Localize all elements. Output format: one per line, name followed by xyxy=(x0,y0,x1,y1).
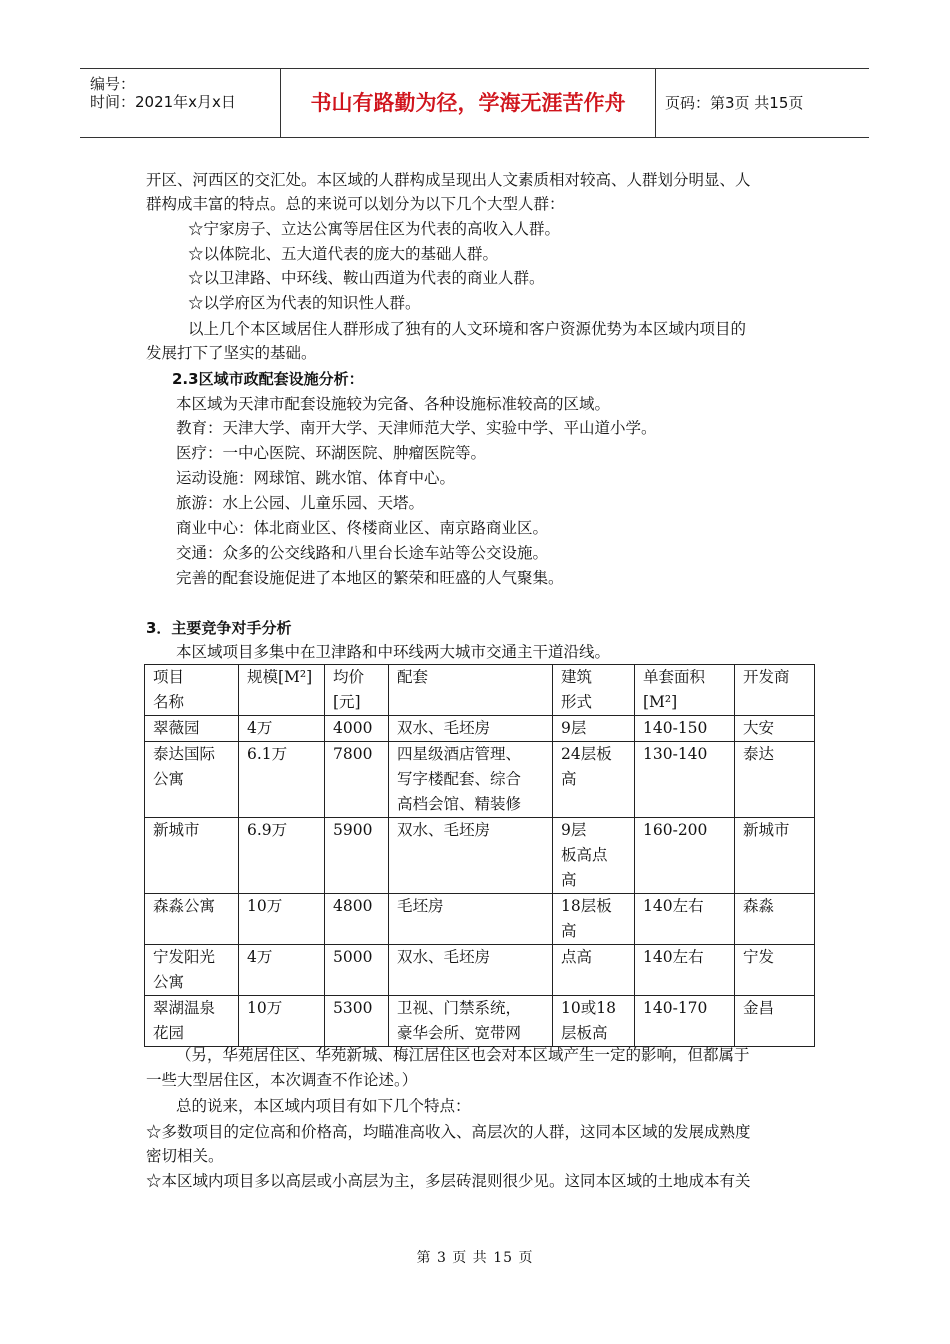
table-row xyxy=(145,818,815,894)
paragraph-line: 发展打下了坚实的基础。 xyxy=(146,344,317,362)
table-cell: 卫视、门禁系统， 豪华会所、宽带网 xyxy=(389,996,553,1047)
date-label: 时间：2021年x月x日 xyxy=(90,93,236,111)
section-line: 旅游：水上公园、儿童乐园、天塔。 xyxy=(176,494,425,512)
section-line: 商业中心：体北商业区、佟楼商业区、南京路商业区。 xyxy=(176,519,549,537)
table-header-cell: 配套 xyxy=(389,665,553,716)
table-cell: 5000 xyxy=(325,945,389,996)
table-cell: 翠薇园 xyxy=(145,716,239,742)
table-cell: 翠湖温泉 花园 xyxy=(145,996,239,1047)
note-line: （另，华苑居住区、华苑新城、梅江居住区也会对本区域产生一定的影响，但都属于 xyxy=(176,1046,750,1064)
header-meta xyxy=(80,69,281,137)
header-page-info: 页码：第3页 共15页 xyxy=(665,94,804,112)
table-header-cell: 项目 名称 xyxy=(145,665,239,716)
table-cell: 7800 xyxy=(325,742,389,818)
table-header-cell: 单套面积 [M²] xyxy=(635,665,735,716)
table-cell: 5300 xyxy=(325,996,389,1047)
table-cell: 4万 xyxy=(239,945,325,996)
table-cell: 森淼 xyxy=(735,894,815,945)
table-cell: 双水、毛坯房 xyxy=(389,716,553,742)
table-row xyxy=(145,716,815,742)
number-label: 编号： xyxy=(90,75,136,93)
table-cell: 4000 xyxy=(325,716,389,742)
table-cell: 金昌 xyxy=(735,996,815,1047)
section-line: 医疗：一中心医院、环湖医院、肿瘤医院等。 xyxy=(176,444,487,462)
table-cell: 毛坯房 xyxy=(389,894,553,945)
table-cell: 6.1万 xyxy=(239,742,325,818)
table-cell: 10万 xyxy=(239,894,325,945)
table-cell: 点高 xyxy=(553,945,635,996)
table-header-cell: 开发商 xyxy=(735,665,815,716)
table-cell: 9层 板高点 高 xyxy=(553,818,635,894)
competitor-table xyxy=(144,664,815,1047)
summary-line: 总的说来，本区域内项目有如下几个特点： xyxy=(176,1097,471,1115)
bullet-item: ☆以学府区为代表的知识性人群。 xyxy=(188,294,421,312)
table-cell: 5900 xyxy=(325,818,389,894)
table-cell: 140-170 xyxy=(635,996,735,1047)
table-cell: 四星级酒店管理、 写字楼配套、综合 高档会馆、精装修 xyxy=(389,742,553,818)
table-cell: 10万 xyxy=(239,996,325,1047)
table-cell: 双水、毛坯房 xyxy=(389,818,553,894)
table-header-cell: 建筑 形式 xyxy=(553,665,635,716)
header-motto: 书山有路勤为径，学海无涯苦作舟 xyxy=(281,69,656,137)
feature-line: ☆多数项目的定位高和价格高，均瞄准高收入、高层次的人群，这同本区域的发展成熟度 xyxy=(146,1123,751,1141)
table-cell: 泰达国际 公寓 xyxy=(145,742,239,818)
table-cell: 130-140 xyxy=(635,742,735,818)
section-line: 完善的配套设施促进了本地区的繁荣和旺盛的人气聚集。 xyxy=(176,569,564,587)
page-footer: 第 3 页 共 15 页 xyxy=(416,1250,534,1266)
note-line: 一些大型居住区，本次调查不作论述。） xyxy=(146,1071,418,1089)
table-cell: 大安 xyxy=(735,716,815,742)
paragraph-line: 开区、河西区的交汇处。本区域的人群构成呈现出人文素质相对较高、人群划分明显、人 xyxy=(146,171,751,189)
table-row xyxy=(145,996,815,1047)
table-cell: 泰达 xyxy=(735,742,815,818)
table-cell: 4800 xyxy=(325,894,389,945)
table-row xyxy=(145,742,815,818)
table-row xyxy=(145,894,815,945)
table-cell: 24层板 高 xyxy=(553,742,635,818)
table-cell: 新城市 xyxy=(735,818,815,894)
table-cell: 新城市 xyxy=(145,818,239,894)
table-header-cell: 规模[M²] xyxy=(239,665,325,716)
feature-line: ☆本区域内项目多以高层或小高层为主，多层砖混则很少见。这同本区域的土地成本有关 xyxy=(146,1172,751,1190)
table-cell: 160-200 xyxy=(635,818,735,894)
paragraph-line: 以上几个本区域居住人群形成了独有的人文环境和客户资源优势为本区域内项目的 xyxy=(188,320,747,338)
table-cell: 6.9万 xyxy=(239,818,325,894)
section-line: 本区域为天津市配套设施较为完备、各种设施标准较高的区域。 xyxy=(176,395,611,413)
bullet-item: ☆宁家房子、立达公寓等居住区为代表的高收入人群。 xyxy=(188,220,561,238)
table-cell: 宁发 xyxy=(735,945,815,996)
table-cell: 140-150 xyxy=(635,716,735,742)
section-heading: 2.3区域市政配套设施分析： xyxy=(172,370,364,388)
table-cell: 4万 xyxy=(239,716,325,742)
section-line: 交通：众多的公交线路和八里台长途车站等公交设施。 xyxy=(176,544,549,562)
page-header xyxy=(80,68,869,138)
table-header-row xyxy=(145,665,815,716)
section-line: 教育：天津大学、南开大学、天津师范大学、实验中学、平山道小学。 xyxy=(176,419,657,437)
paragraph-line: 群构成丰富的特点。总的来说可以划分为以下几个大型人群： xyxy=(146,195,565,213)
table-cell: 140左右 xyxy=(635,894,735,945)
bullet-item: ☆以体院北、五大道代表的庞大的基础人群。 xyxy=(188,245,499,263)
table-cell: 18层板 高 xyxy=(553,894,635,945)
table-cell: 森淼公寓 xyxy=(145,894,239,945)
table-header-cell: 均价 [元] xyxy=(325,665,389,716)
table-cell: 9层 xyxy=(553,716,635,742)
table-cell: 10或18 层板高 xyxy=(553,996,635,1047)
table-cell: 双水、毛坯房 xyxy=(389,945,553,996)
section-heading: 3．主要竞争对手分析 xyxy=(146,619,292,637)
table-row xyxy=(145,945,815,996)
feature-line: 密切相关。 xyxy=(146,1147,224,1165)
section-intro: 本区域项目多集中在卫津路和中环线两大城市交通主干道沿线。 xyxy=(176,643,611,661)
section-line: 运动设施：网球馆、跳水馆、体育中心。 xyxy=(176,469,456,487)
table-cell: 140左右 xyxy=(635,945,735,996)
table-cell: 宁发阳光 公寓 xyxy=(145,945,239,996)
bullet-item: ☆以卫津路、中环线、鞍山西道为代表的商业人群。 xyxy=(188,269,545,287)
